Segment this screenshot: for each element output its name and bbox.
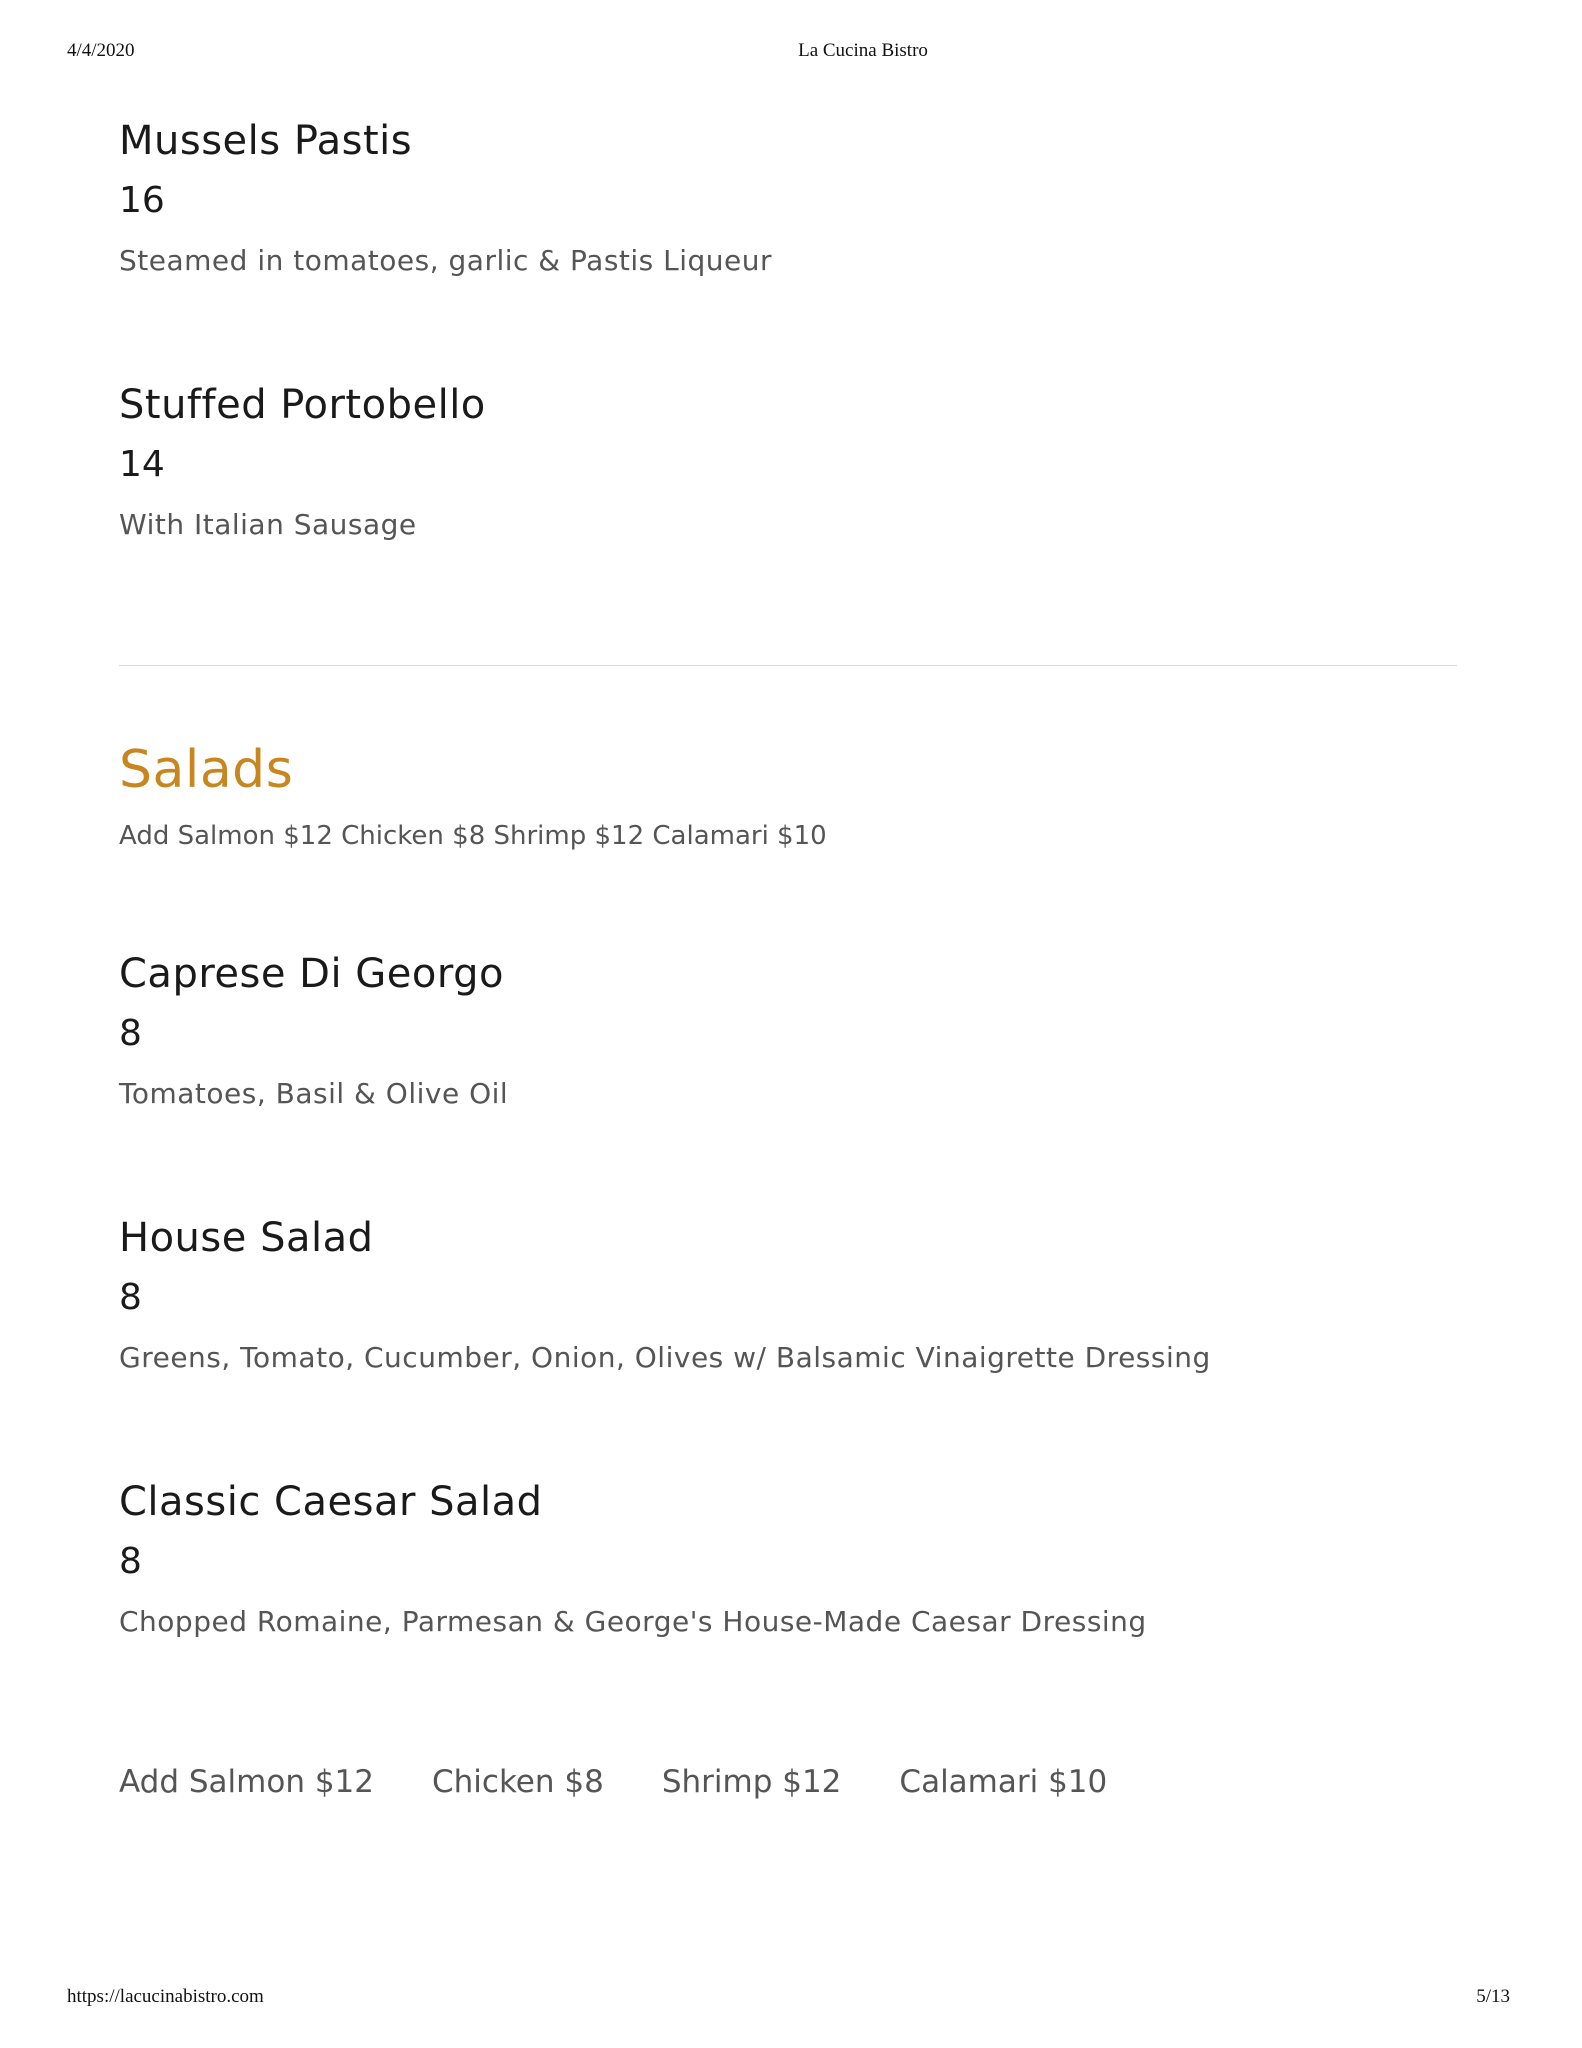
menu-item-name: House Salad xyxy=(119,1215,374,1261)
menu-item-name: Caprese Di Georgo xyxy=(119,951,504,997)
menu-item-description: Steamed in tomatoes, garlic & Pastis Liqueur xyxy=(119,244,773,277)
menu-item-description: Greens, Tomato, Cucumber, Onion, Olives w/ Balsamic Vinaigrette Dressing xyxy=(119,1341,1211,1374)
menu-item-house-salad xyxy=(119,1215,1457,1374)
salad-addons xyxy=(119,1764,1108,1800)
menu-item-price: 16 xyxy=(119,180,165,221)
print-date: 4/4/2020 xyxy=(67,40,135,61)
menu-item-price: 14 xyxy=(119,444,165,485)
print-url: https://lacucinabistro.com xyxy=(67,1986,264,2007)
menu-item-caprese xyxy=(119,951,1457,1110)
menu-item-description: Chopped Romaine, Parmesan & George's House-Made Caesar Dressing xyxy=(119,1605,1147,1638)
menu-item-description: Tomatoes, Basil & Olive Oil xyxy=(119,1077,509,1110)
print-page-number: 5/13 xyxy=(1476,1986,1510,2007)
section-note: Add Salmon $12 Chicken $8 Shrimp $12 Calamari $10 xyxy=(119,821,827,851)
print-page-title: La Cucina Bistro xyxy=(798,40,928,61)
addon-chicken: Chicken $8 xyxy=(432,1764,604,1800)
section-divider xyxy=(119,665,1457,666)
menu-item-name: Classic Caesar Salad xyxy=(119,1479,543,1525)
menu-item-description: With Italian Sausage xyxy=(119,508,417,541)
section-title-salads: Salads xyxy=(119,740,294,800)
menu-item-price: 8 xyxy=(119,1541,142,1582)
addon-salmon: Add Salmon $12 xyxy=(119,1764,374,1800)
menu-item-name: Mussels Pastis xyxy=(119,118,413,164)
menu-item-classic-caesar xyxy=(119,1479,1457,1638)
menu-item-price: 8 xyxy=(119,1013,142,1054)
menu-item-price: 8 xyxy=(119,1277,142,1318)
menu-item-name: Stuffed Portobello xyxy=(119,382,486,428)
addon-shrimp: Shrimp $12 xyxy=(661,1764,842,1800)
menu-item-mussels-pastis xyxy=(119,118,1457,277)
menu-item-stuffed-portobello xyxy=(119,382,1457,541)
addon-calamari: Calamari $10 xyxy=(899,1764,1108,1800)
